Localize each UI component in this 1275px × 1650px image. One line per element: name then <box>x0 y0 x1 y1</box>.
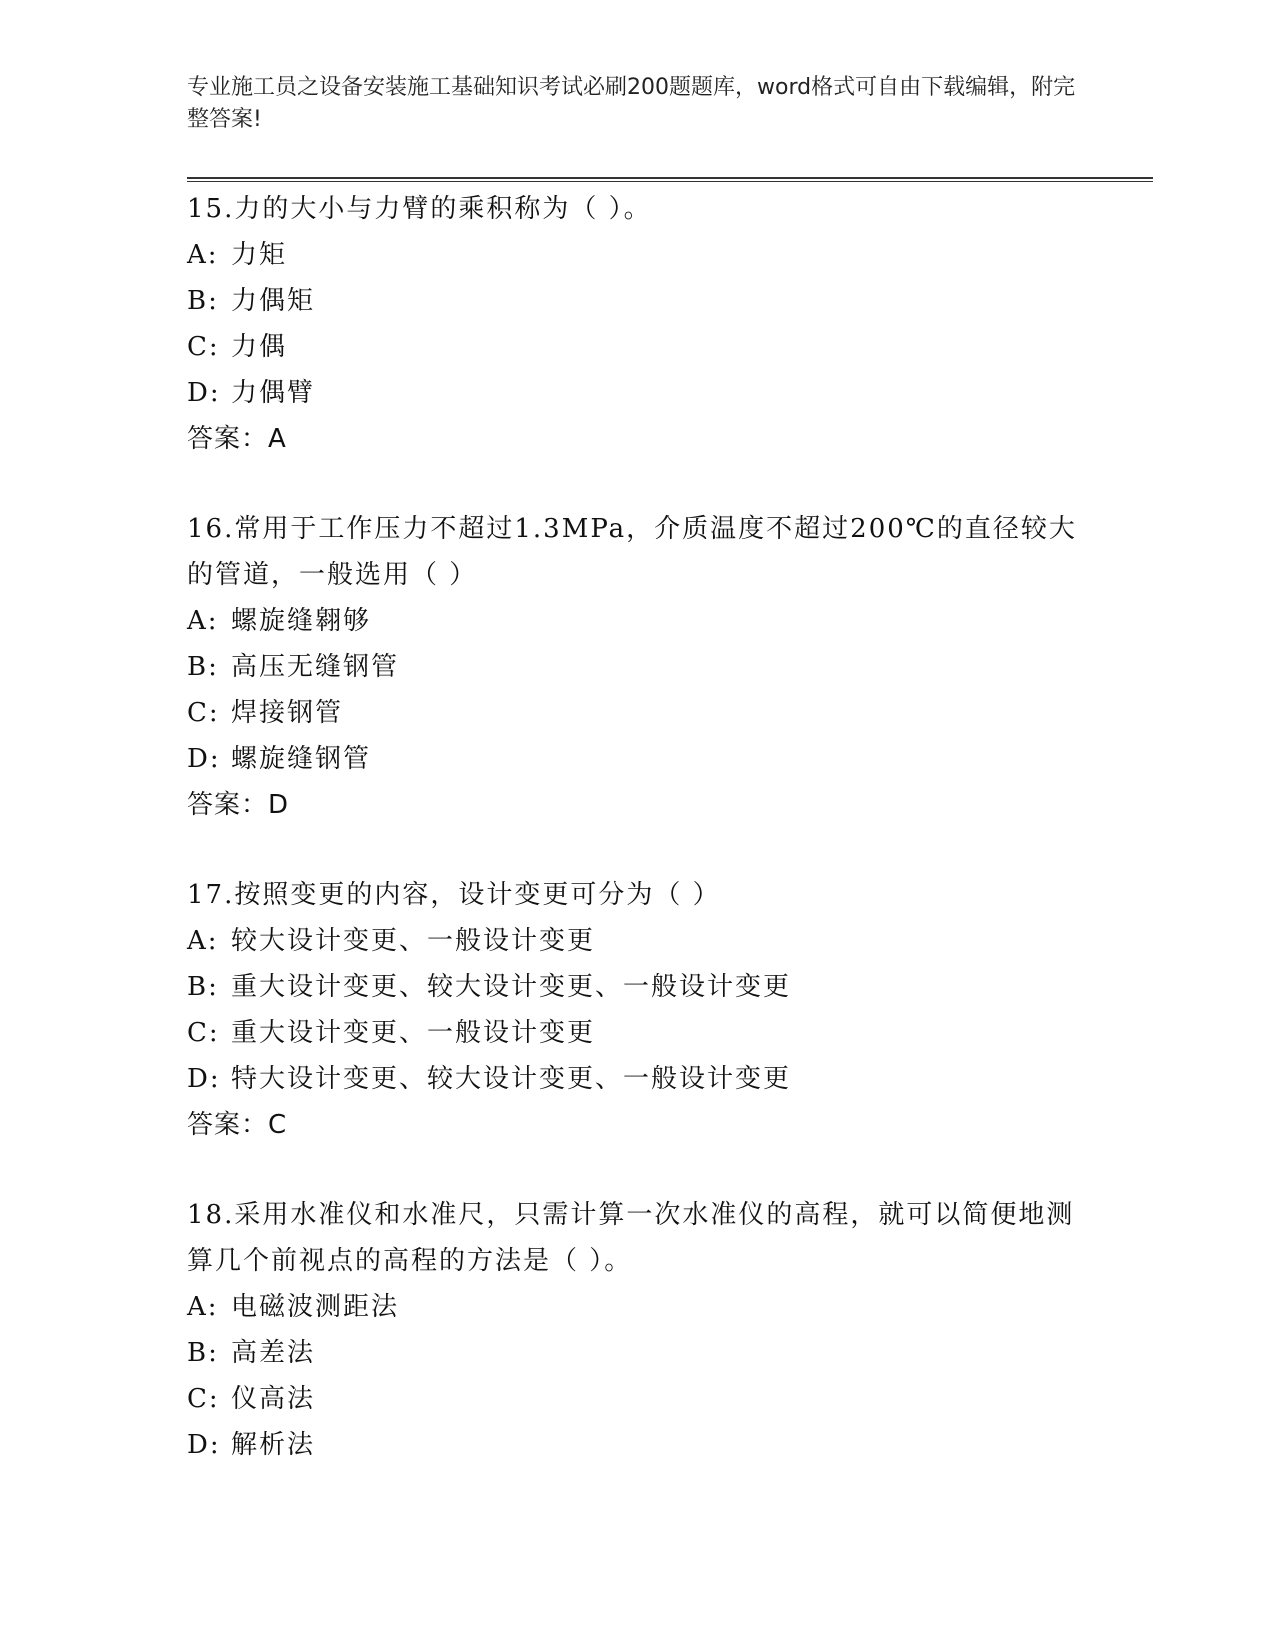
question-15 <box>187 186 1087 462</box>
option-letter: C: <box>187 698 220 728</box>
question-list <box>187 186 1087 1512</box>
question-text: 17.按照变更的内容，设计变更可分为（ ） <box>187 880 721 910</box>
option-c <box>187 324 1087 370</box>
option-d <box>187 1422 1087 1468</box>
option-text: 螺旋缝钢管 <box>231 744 372 774</box>
option-letter: A: <box>187 926 219 956</box>
option-text: 力偶矩 <box>231 286 316 316</box>
option-letter: B: <box>187 972 219 1002</box>
option-letter: D: <box>187 1430 221 1460</box>
header-divider <box>187 177 1153 182</box>
option-letter: B: <box>187 286 219 316</box>
option-letter: B: <box>187 652 219 682</box>
option-text: 仪高法 <box>231 1384 316 1414</box>
option-letter: D: <box>187 378 221 408</box>
option-b <box>187 644 1087 690</box>
option-d <box>187 1056 1087 1102</box>
option-a <box>187 598 1087 644</box>
option-b <box>187 1330 1087 1376</box>
option-text: 力偶 <box>231 332 288 362</box>
question-text: 16.常用于工作压力不超过1.3MPa，介质温度不超过200℃的直径较大的管道，一般选用（ ） <box>187 514 1077 590</box>
option-b <box>187 964 1087 1010</box>
option-letter: D: <box>187 1064 221 1094</box>
option-a <box>187 1284 1087 1330</box>
question-18 <box>187 1192 1087 1468</box>
option-b <box>187 278 1087 324</box>
option-c <box>187 690 1087 736</box>
option-text: 高差法 <box>231 1338 316 1368</box>
option-text: 重大设计变更、较大设计变更、一般设计变更 <box>231 972 792 1002</box>
question-text: 18.采用水准仪和水准尺，只需计算一次水准仪的高程，就可以简便地测算几个前视点的高程的方法是（ ）。 <box>187 1200 1075 1276</box>
option-text: 高压无缝钢管 <box>231 652 400 682</box>
option-text: 焊接钢管 <box>231 698 344 728</box>
option-letter: A: <box>187 240 219 270</box>
question-17 <box>187 872 1087 1148</box>
option-a <box>187 232 1087 278</box>
page-header: 专业施工员之设备安装施工基础知识考试必刷200题题库，word格式可自由下载编辑，附完整答案! <box>187 75 1076 132</box>
option-text: 重大设计变更、一般设计变更 <box>231 1018 596 1048</box>
option-text: 较大设计变更、一般设计变更 <box>231 926 596 956</box>
option-text: 力矩 <box>231 240 288 270</box>
option-text: 力偶臂 <box>231 378 316 408</box>
option-c <box>187 1010 1087 1056</box>
option-letter: C: <box>187 1384 220 1414</box>
option-letter: D: <box>187 744 221 774</box>
question-text: 15.力的大小与力臂的乘积称为（ ）。 <box>187 194 652 224</box>
question-16 <box>187 506 1087 828</box>
option-d <box>187 370 1087 416</box>
option-d <box>187 736 1087 782</box>
answer-line: 答案：A <box>187 424 287 454</box>
option-letter: C: <box>187 332 220 362</box>
option-letter: A: <box>187 606 219 636</box>
answer-line: 答案：D <box>187 790 290 820</box>
option-letter: B: <box>187 1338 219 1368</box>
option-text: 螺旋缝翱够 <box>231 606 372 636</box>
option-a <box>187 918 1087 964</box>
option-letter: A: <box>187 1292 219 1322</box>
option-text: 电磁波测距法 <box>231 1292 400 1322</box>
option-letter: C: <box>187 1018 220 1048</box>
option-text: 解析法 <box>231 1430 316 1460</box>
answer-line: 答案：C <box>187 1110 288 1140</box>
option-text: 特大设计变更、较大设计变更、一般设计变更 <box>231 1064 792 1094</box>
option-c <box>187 1376 1087 1422</box>
